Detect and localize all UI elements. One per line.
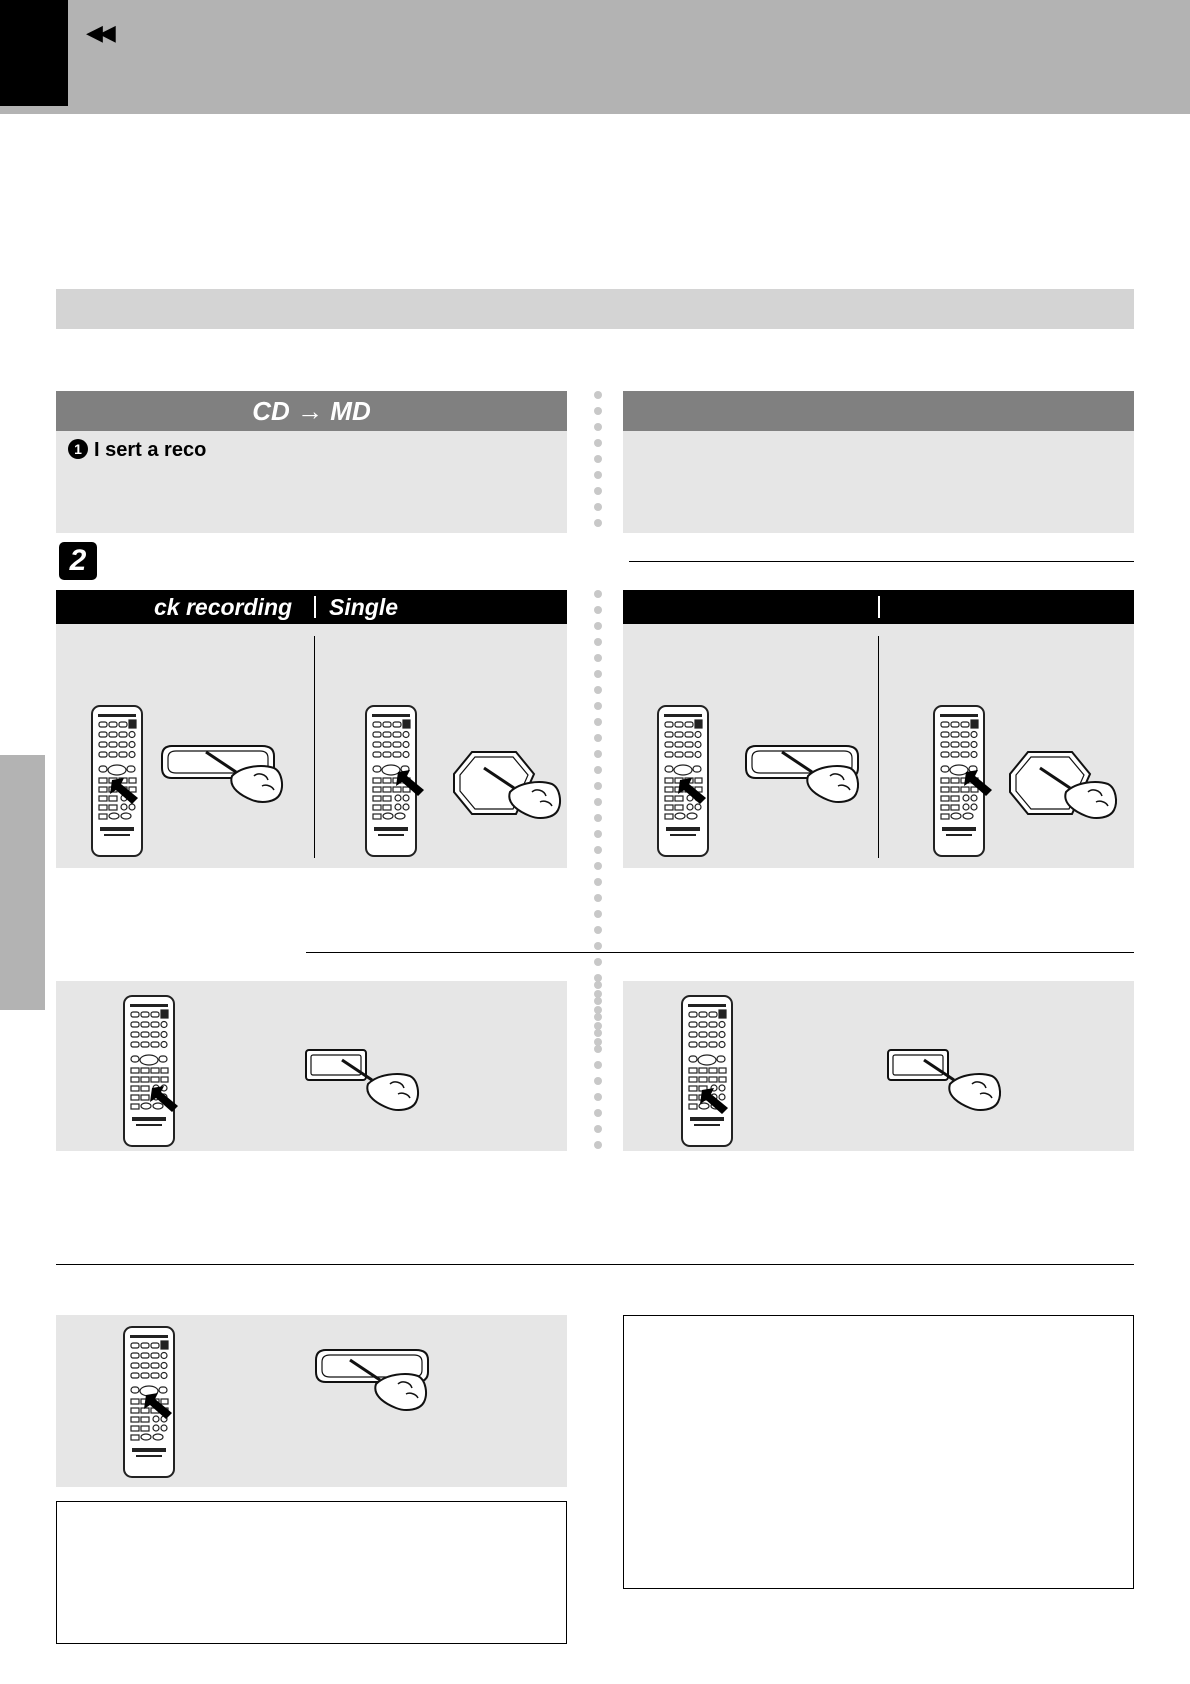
button-illustration — [888, 1050, 948, 1080]
hand-press-icon — [924, 1060, 1000, 1110]
step2-badge: 2 — [59, 542, 97, 580]
remote-control-illustration — [682, 996, 732, 1146]
cd-md-title: CD → MD — [252, 396, 371, 426]
step1-number: 1 — [68, 439, 88, 459]
step1-text: I sert a reco — [94, 439, 207, 461]
rewind-icon[interactable]: ◀◀ — [86, 20, 112, 45]
tab-track-recording[interactable]: ck recording — [154, 594, 293, 620]
button-illustration — [306, 1050, 366, 1080]
hand-press-icon — [342, 1060, 418, 1110]
remote-control-illustration — [124, 996, 174, 1146]
tab-single[interactable]: Single — [329, 594, 399, 620]
